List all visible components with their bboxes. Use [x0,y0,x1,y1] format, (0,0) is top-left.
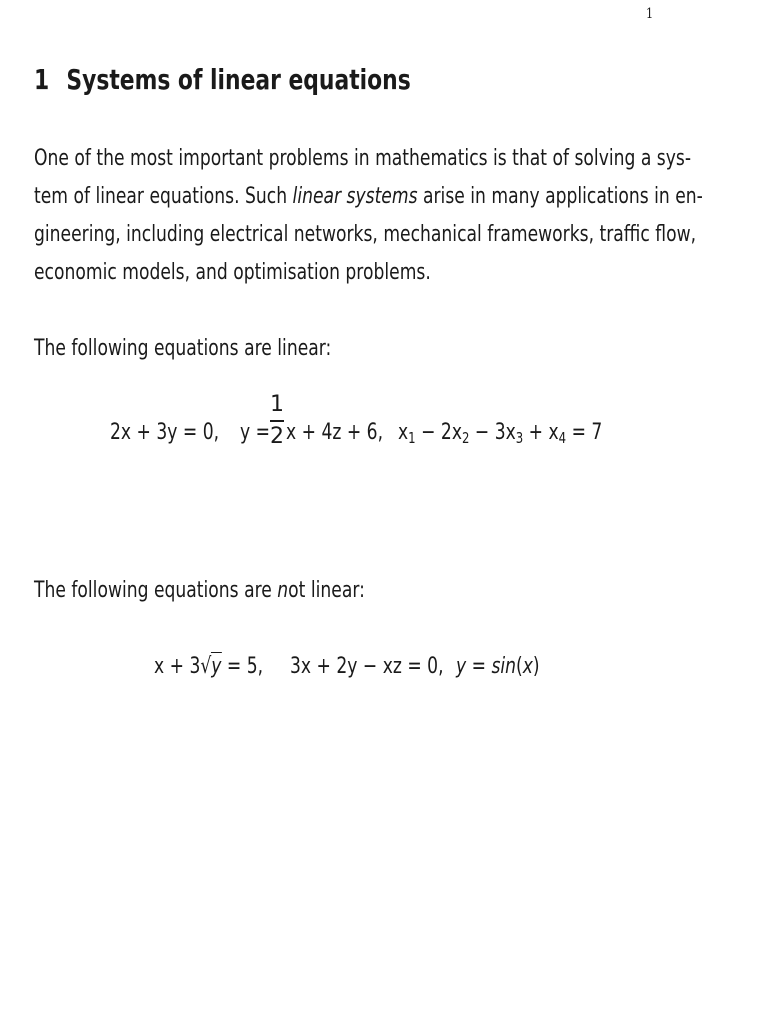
linear-equation-2-rhs: x + 4z + 6, [286,420,384,445]
linear-equation-3-text: $x_1 - 2x_2 - 3x_3 + x_4 = 7$ [398,420,603,447]
nonlinear-equations [0,652,768,692]
intro-line-4: economic models, and optimisation problems. [34,260,431,285]
fraction-one-half [270,392,284,450]
nonlinear-lead [34,572,458,610]
linear-equation-1 [110,418,250,448]
nonlinear-equation-3 [456,652,563,682]
section-title: Systems of linear equations [66,63,411,96]
nonlinear-equation-1 [154,652,294,682]
square-root-sign: √ [200,654,212,679]
linear-systems-term: linear systems [292,184,418,209]
linear-lead [34,330,415,368]
nonlinear-lead-text: The following equations are not linear: [34,578,365,603]
nonlinear-equation-2-text: 3x + 2y − xz = 0, [290,654,444,679]
linear-equations [0,392,768,478]
fraction-bar [270,420,284,422]
intro-line-1: One of the most important problems in mathematics is that of solving a sys- [34,146,692,171]
linear-equation-2-lhs: y = [240,420,270,445]
nonlinear-equation-1-text: x + 3√y = 5, [154,654,264,679]
fraction-denominator: 2 [270,424,284,449]
sine-function: sin [491,654,517,679]
linear-equation-1-text: 2x + 3y = 0, [110,420,220,445]
page-number: 1 [646,6,654,22]
emphasis-not: n [277,578,289,603]
intro-line-2-text-b: arise in many applications in en- [417,184,703,209]
intro-paragraph [34,140,768,292]
linear-equation-2-rhs-wrap [286,418,410,448]
fraction-numerator: 1 [270,392,284,417]
section-heading [34,62,517,98]
intro-line-2 [34,178,703,216]
linear-lead-text: The following equations are linear: [34,336,332,361]
radicand: y [211,654,222,679]
intro-line-2-text-a: tem of linear equations. Such [34,184,293,209]
linear-equation-3 [398,418,660,448]
section-number: 1 [34,63,50,96]
intro-line-3: gineering, including electrical networks, mechanical frameworks, traffic flow, [34,222,697,247]
nonlinear-equation-3-text: y = sin(x) [456,654,540,679]
